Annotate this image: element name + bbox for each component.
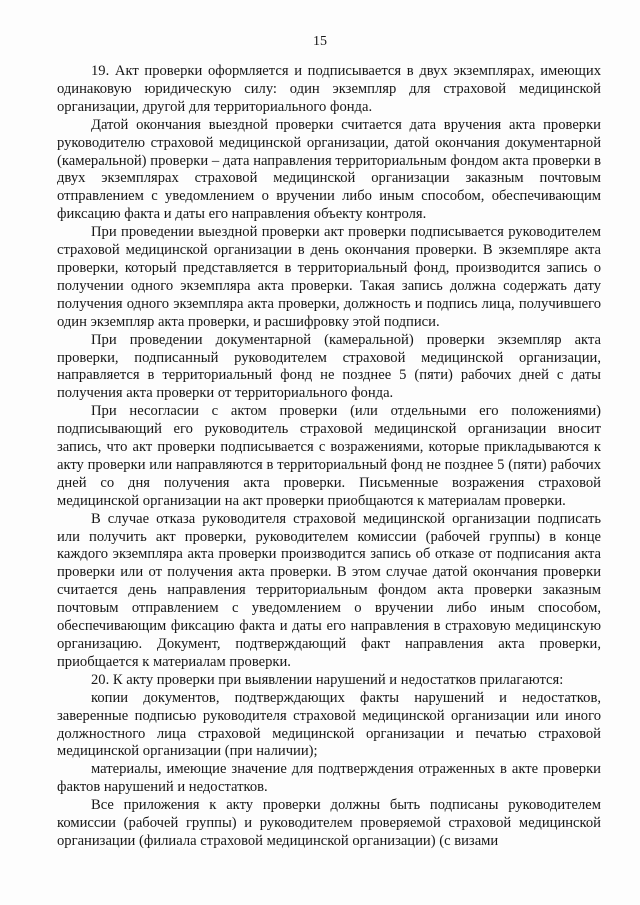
paragraph-attachments-signing: Все приложения к акту проверки должны быть подписаны руководителем комиссии (рабочей группы) и руководителем проверяемой страховой медицинской организации (филиала страховой медицинской организации) (с визами (57, 797, 601, 849)
paragraph-19-act-execution: 19. Акт проверки оформляется и подписывается в двух экземплярах, имеющих одинаковую юридическую силу: один экземпляр для страховой медицинской организации, другой для территориального фонда. (57, 63, 601, 115)
paragraph-refusal: В случае отказа руководителя страховой медицинской организации подписать или получить акт проверки, руководителем комиссии (рабочей группы) в конце каждого экземпляра акта проверки производится запись об отказе от подписания акта проверки или от получения акта проверки. В этом случае датой окончания проверки считается день направления территориальным фондом акта проверки заказным почтовым отправлением с уведомлением о вручении либо иным способом, обеспечивающим фиксацию факта и даты его направления в страховую медицинскую организацию. Документ, подтверждающий факт направления акта проверки, приобщается к материалам проверки. (57, 510, 601, 670)
paragraph-documentary-signing: При проведении документарной (камеральной) проверки экземпляр акта проверки, подписанный руководителем страховой медицинской организации, направляется в территориальный фонд не позднее 5 (пяти) рабочих дней с даты получения акта проверки от территориального фонда. (57, 331, 601, 402)
paragraph-onsite-end-date: Датой окончания выездной проверки считается дата вручения акта проверки руководителю страховой медицинской организации, датой окончания документарной (камеральной) проверки – дата направления территориальным фондом акта проверки в двух экземплярах страховой медицинской организации заказным почтовым отправлением с уведомлением о вручении либо иным способом, обеспечивающим фиксацию факта и даты его направления объекту контроля. (57, 116, 601, 223)
list-item-document-copies: копии документов, подтверждающих факты нарушений и недостатков, заверенные подписью руководителя страховой медицинской организации или иного должностного лица страховой медицинской организации и печатью страховой медицинской организации (при наличии); (57, 689, 601, 760)
paragraph-onsite-signing: При проведении выездной проверки акт проверки подписывается руководителем страховой медицинской организации в день окончания проверки. В экземпляре акта проверки, который представляется в территориальный фонд, производится запись о получении одного экземпляра акта проверки. Такая запись должна содержать дату получения одного экземпляра акта проверки, должность и подпись лица, получившего один экземпляр акта проверки, и расшифровку этой подписи. (57, 224, 601, 330)
paragraph-20-attachments: 20. К акту проверки при выявлении нарушений и недостатков прилагаются: (91, 671, 564, 688)
paragraph-objections: При несогласии с актом проверки (или отдельными его положениями) подписывающий его руководитель страховой медицинской организации вносит запись, что акт проверки подписывается с возражениями, которые прикладываются к акту проверки или направляются в территориальный фонд не позднее 5 (пяти) рабочих дней со дня получения акта проверки. Письменные возражения страховой медицинской организации на акт проверки приобщаются к материалам проверки. (57, 403, 601, 509)
page-number: 15 (313, 34, 327, 49)
list-item-materials: материалы, имеющие значение для подтверждения отраженных в акте проверки фактов нарушений и недостатков. (57, 761, 601, 796)
document-body (57, 63, 601, 851)
